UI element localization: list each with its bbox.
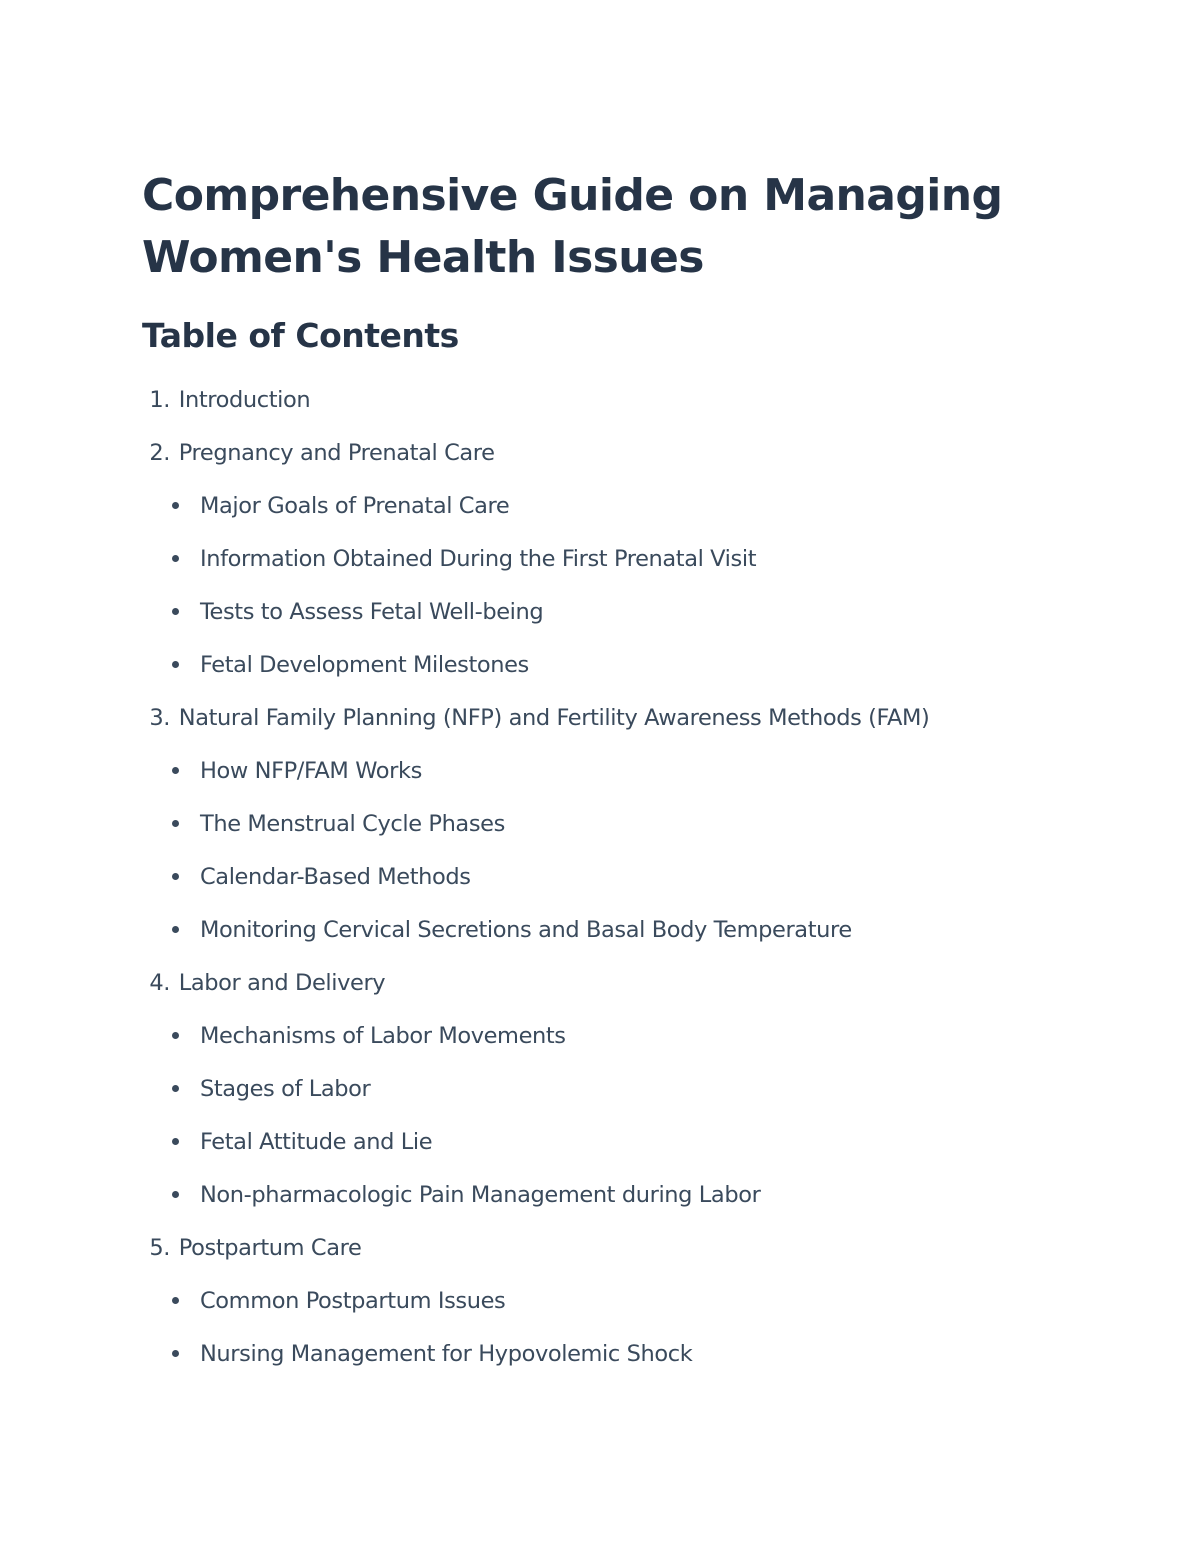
toc-number: 4. [149,970,170,996]
bullet-icon [172,661,179,668]
bullet-icon [172,1191,179,1198]
toc-label: Pregnancy and Prenatal Care [178,440,495,466]
bullet-icon [172,502,179,509]
toc-subitem-label: Common Postpartum Issues [200,1288,506,1314]
toc-subitem-label: Major Goals of Prenatal Care [200,493,510,519]
document-page [142,165,1102,1392]
toc-label: Introduction [178,387,311,413]
bullet-icon [172,555,179,562]
toc-label: Postpartum Care [178,1235,362,1261]
toc-subitem [142,544,1102,597]
toc-subitem [142,915,1102,968]
toc-subitem-label: Nursing Management for Hypovolemic Shock [200,1341,693,1367]
toc-subitem-label: Stages of Labor [200,1076,371,1102]
toc-number: 2. [149,440,170,466]
bullet-icon [172,873,179,880]
toc-subitem [142,1339,1102,1392]
toc-subitem [142,1127,1102,1180]
toc-label: Labor and Delivery [178,970,386,996]
toc-subitem-label: Mechanisms of Labor Movements [200,1023,566,1049]
toc-entry [142,1233,1102,1286]
toc-subitem [142,756,1102,809]
toc-sublist [142,1021,1102,1233]
toc-subitem-label: Information Obtained During the First Prenatal Visit [200,546,757,572]
toc-subitem [142,809,1102,862]
bullet-icon [172,1297,179,1304]
toc-sublist [142,1286,1102,1392]
toc-subitem [142,650,1102,703]
toc-subitem [142,1021,1102,1074]
bullet-icon [172,1032,179,1039]
bullet-icon [172,1350,179,1357]
toc-subitem [142,1286,1102,1339]
bullet-icon [172,1138,179,1145]
bullet-icon [172,820,179,827]
document-title-line-1: Comprehensive Guide on Managing [142,170,1003,221]
toc-label: Natural Family Planning (NFP) and Fertility Awareness Methods (FAM) [178,705,930,731]
toc-subitem [142,597,1102,650]
toc-item [142,438,1102,703]
toc-subitem [142,491,1102,544]
bullet-icon [172,767,179,774]
toc-subitem-label: Fetal Attitude and Lie [200,1129,433,1155]
toc-item [142,385,1102,438]
toc-sublist [142,491,1102,703]
toc-subitem-label: Calendar-Based Methods [200,864,471,890]
toc-subitem-label: Fetal Development Milestones [200,652,529,678]
toc-entry [142,703,1102,756]
toc-subitem-label: Tests to Assess Fetal Well-being [200,599,544,625]
toc-subitem [142,1180,1102,1233]
toc-item [142,1233,1102,1392]
toc-entry [142,438,1102,491]
table-of-contents [142,385,1102,1392]
toc-entry [142,968,1102,1021]
toc-entry [142,385,1102,438]
toc-number: 5. [149,1235,170,1261]
toc-subitem-label: How NFP/FAM Works [200,758,422,784]
toc-heading: Table of Contents [142,316,459,355]
bullet-icon [172,1085,179,1092]
toc-item [142,703,1102,968]
bullet-icon [172,608,179,615]
toc-subitem [142,1074,1102,1127]
toc-subitem [142,862,1102,915]
toc-subitem-label: The Menstrual Cycle Phases [200,811,505,837]
document-title-line-2: Women's Health Issues [142,232,704,283]
toc-number: 3. [149,705,170,731]
toc-item [142,968,1102,1233]
toc-sublist [142,756,1102,968]
bullet-icon [172,926,179,933]
document-title [142,165,1102,289]
toc-number: 1. [149,387,170,413]
toc-subitem-label: Non-pharmacologic Pain Management during Labor [200,1182,761,1208]
toc-subitem-label: Monitoring Cervical Secretions and Basal Body Temperature [200,917,852,943]
